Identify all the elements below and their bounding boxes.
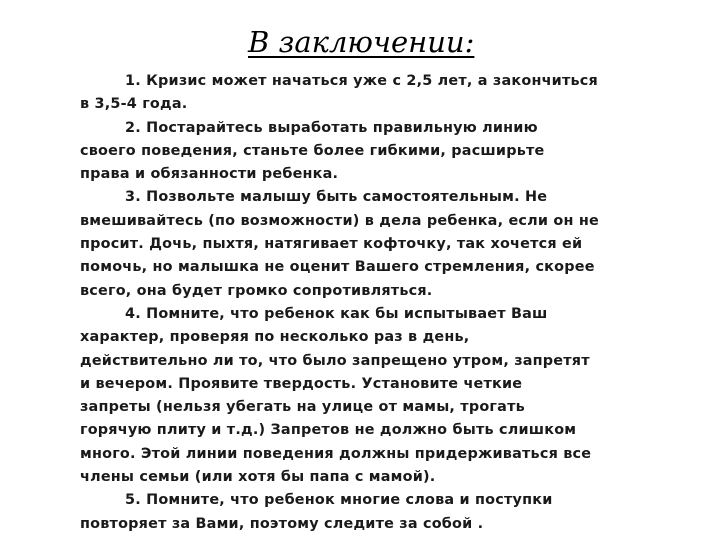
text-line: 2. Постарайтесь выработать правильную линию	[125, 119, 538, 136]
text-line: всего, она будет громко сопротивляться.	[80, 282, 433, 299]
text-line: характер, проверяя по несколько раз в день,	[80, 329, 470, 346]
text-line: вмешивайтесь (по возможности) в дела ребенка, если он не	[80, 212, 599, 229]
text-line: помочь, но малышка не оценит Вашего стремления, скорее	[80, 259, 595, 276]
text-line: 5. Помните, что ребенок многие слова и поступки	[125, 492, 553, 509]
text-line: 3. Позвольте малышу быть самостоятельным. Не	[125, 189, 548, 206]
conclusion-item-1	[80, 70, 680, 117]
text-line: запреты (нельзя убегать на улице от мамы, трогать	[80, 399, 525, 416]
text-line: действительно ли то, что было запрещено утром, запретят	[80, 352, 590, 369]
text-line: просит. Дочь, пыхтя, натягивает кофточку, так хочется ей	[80, 236, 583, 253]
conclusion-item-3	[80, 186, 680, 302]
text-line: своего поведения, станьте более гибкими, расширьте	[80, 142, 545, 159]
conclusion-item-2	[80, 117, 680, 187]
conclusion-list	[80, 70, 680, 536]
text-line: права и обязанности ребенка.	[80, 166, 339, 183]
conclusion-item-4	[80, 303, 680, 489]
text-line: много. Этой линии поведения должны придерживаться все	[80, 445, 592, 462]
text-line: члены семьи (или хотя бы папа с мамой).	[80, 469, 436, 486]
text-line: горячую плиту и т.д.) Запретов не должно быть слишком	[80, 422, 577, 439]
text-line: и вечером. Проявите твердость. Установите четкие	[80, 375, 523, 392]
text-line: в 3,5-4 года.	[80, 96, 188, 113]
text-line: 4. Помните, что ребенок как бы испытывает Ваш	[125, 305, 548, 322]
text-line: 1. Кризис может начаться уже с 2,5 лет, а закончиться	[125, 73, 598, 89]
conclusion-item-5	[80, 489, 680, 536]
slide-title: В заключении:	[248, 25, 475, 59]
text-line: повторяет за Вами, поэтому следите за собой .	[80, 515, 484, 532]
